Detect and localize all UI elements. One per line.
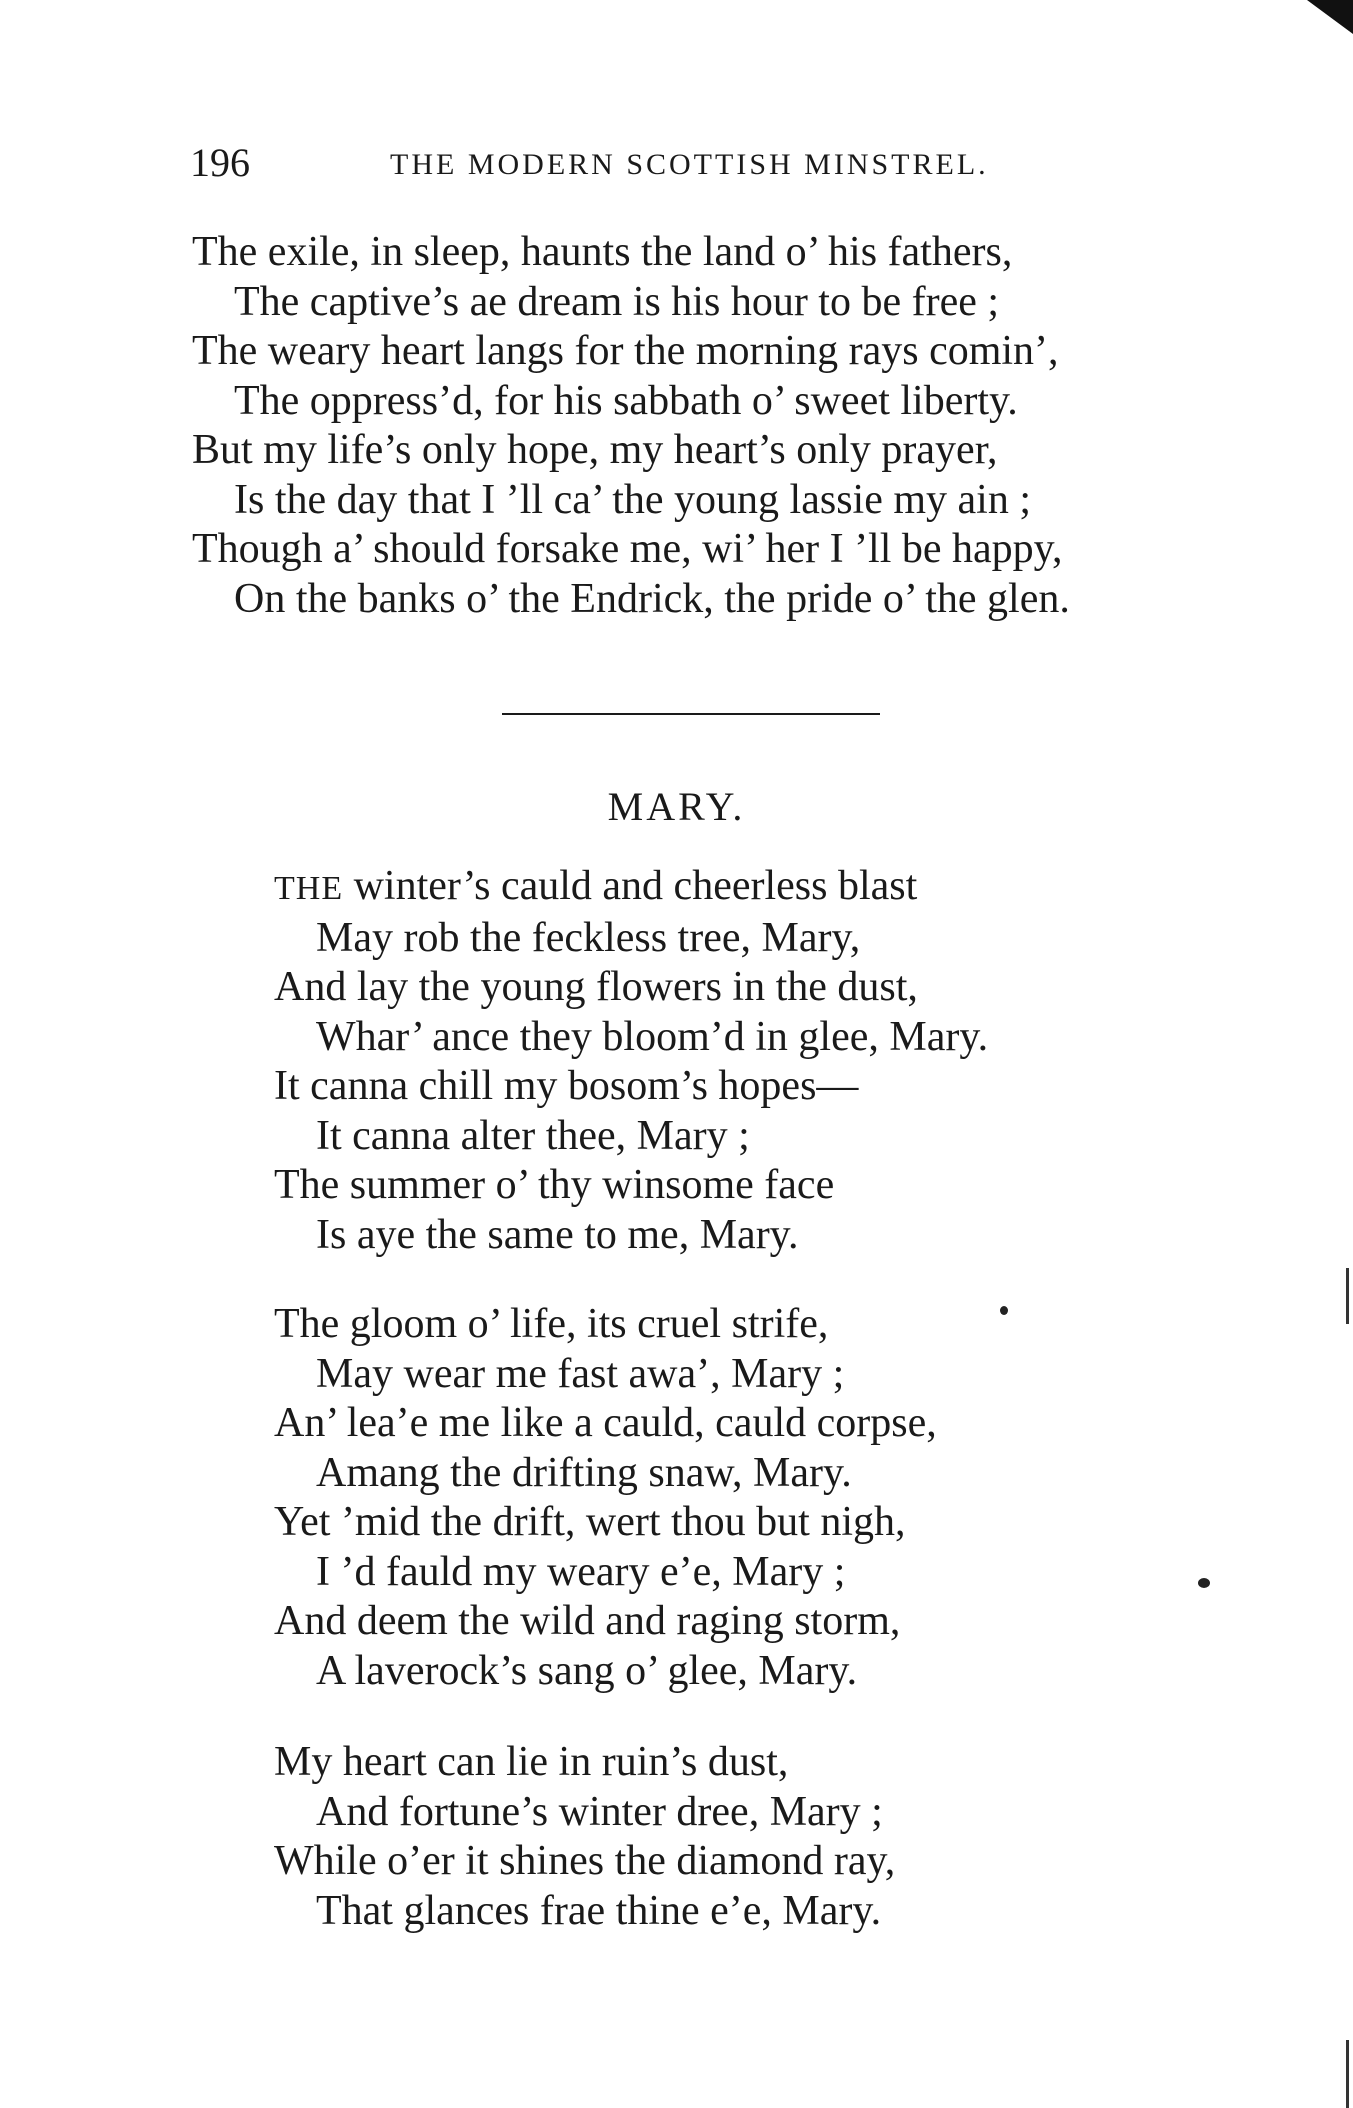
verse-line: Whar’ ance they bloom’d in glee, Mary. bbox=[316, 1013, 989, 1060]
page-corner-mark bbox=[1307, 0, 1353, 34]
poem-stanza bbox=[274, 1738, 895, 1936]
verse-line: Is the day that I ’ll ca’ the young lassie my ain ; bbox=[234, 476, 1031, 523]
verse-line: And deem the wild and raging storm, bbox=[274, 1598, 901, 1644]
verse-line: Is aye the same to me, Mary. bbox=[316, 1211, 799, 1258]
verse-line: The exile, in sleep, haunts the land o’ his fathers, bbox=[192, 229, 1013, 275]
page-edge-mark bbox=[1346, 1268, 1349, 1324]
verse-line: My heart can lie in ruin’s dust, bbox=[274, 1739, 789, 1785]
verse-line: May rob the feckless tree, Mary, bbox=[316, 914, 861, 961]
verse-line: That glances frae thine e’e, Mary. bbox=[316, 1887, 882, 1934]
verse-line-text: winter’s cauld and cheerless blast bbox=[343, 863, 918, 909]
page-header bbox=[190, 138, 1190, 188]
verse-line: Yet ’mid the drift, wert thou but nigh, bbox=[274, 1499, 906, 1545]
verse-line: A laverock’s sang o’ glee, Mary. bbox=[316, 1647, 858, 1694]
verse-line: May wear me fast awa’, Mary ; bbox=[316, 1350, 845, 1397]
verse-line: On the banks o’ the Endrick, the pride o’ the glen. bbox=[234, 575, 1070, 622]
verse-line: Though a’ should forsake me, wi’ her I ’ll be happy, bbox=[192, 526, 1063, 572]
verse-line: An’ lea’e me like a cauld, cauld corpse, bbox=[274, 1400, 937, 1446]
page-edge-mark bbox=[1346, 2040, 1349, 2108]
print-speck bbox=[1198, 1578, 1210, 1588]
section-divider bbox=[502, 713, 880, 715]
verse-line bbox=[274, 862, 988, 914]
verse-line: The gloom o’ life, its cruel strife, bbox=[274, 1301, 829, 1347]
verse-line: And fortune’s winter dree, Mary ; bbox=[316, 1788, 883, 1835]
previous-poem-stanza bbox=[192, 228, 1070, 624]
poem-title: MARY. bbox=[607, 784, 746, 829]
verse-line: But my life’s only hope, my heart’s only prayer, bbox=[192, 427, 998, 473]
verse-line: I ’d fauld my weary e’e, Mary ; bbox=[316, 1548, 846, 1595]
verse-line: The oppress’d, for his sabbath o’ sweet liberty. bbox=[234, 377, 1018, 424]
running-title: THE MODERN SCOTTISH MINSTREL. bbox=[390, 148, 989, 181]
page-number: 196 bbox=[190, 140, 250, 185]
verse-line: The summer o’ thy winsome face bbox=[274, 1162, 835, 1208]
verse-line: Amang the drifting snaw, Mary. bbox=[316, 1449, 852, 1496]
verse-line: The weary heart langs for the morning rays comin’, bbox=[192, 328, 1059, 374]
verse-line: The captive’s ae dream is his hour to be free ; bbox=[234, 278, 1000, 325]
poem-stanza bbox=[274, 1300, 937, 1696]
poem-stanza bbox=[274, 862, 988, 1260]
verse-line: And lay the young flowers in the dust, bbox=[274, 964, 918, 1010]
verse-line: It canna chill my bosom’s hopes— bbox=[274, 1063, 859, 1109]
verse-line: While o’er it shines the diamond ray, bbox=[274, 1838, 896, 1884]
opening-word: THE bbox=[274, 870, 344, 907]
verse-line: It canna alter thee, Mary ; bbox=[316, 1112, 750, 1159]
print-speck bbox=[1000, 1306, 1008, 1315]
